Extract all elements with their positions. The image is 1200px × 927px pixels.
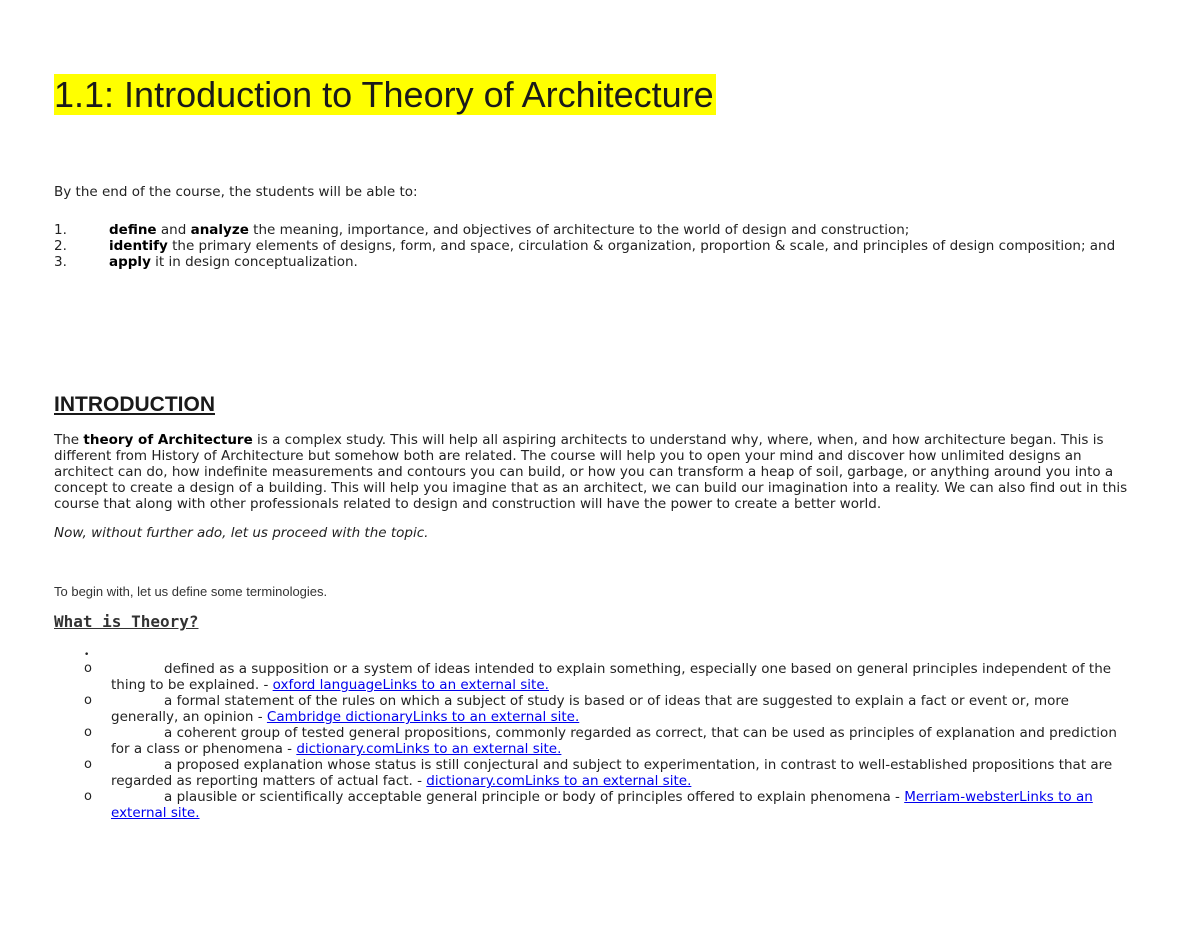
definition-item (84, 693, 1144, 725)
objective-keyword: analyze (190, 222, 249, 238)
definition-item (84, 789, 1144, 821)
definition-text: defined as a supposition or a system of ideas intended to explain something, especially one based on general principles independent of the (164, 661, 1112, 677)
definition-text: thing to be explained. - (111, 677, 273, 693)
circle-bullet-icon: o (84, 661, 92, 676)
circle-bullet-icon: o (84, 789, 92, 804)
definition-text: for a class or phenomena - (111, 741, 297, 757)
dictionary-com-link[interactable]: dictionary.comLinks to an external site. (426, 773, 692, 789)
intro-body: is a complex study. This will help all aspiring architects to understand why, where, when, and how architecture began. This is different from History of Architecture but somehow both are related. The course will help you to open your mind and discover how unlimited designs an architect can do, how indefinite measurements and contours you can build, or how you can transform a heap of soil, garbage, or anything around you into a concept to create a design of a building. This will help you imagine that as an architect, we can build our imagination into a reality. We can also find out in this course that along with other professionals related to design and construction will have the power to create a better world. (54, 432, 1128, 512)
intro-keyword: theory of Architecture (83, 432, 253, 448)
definition-text: a plausible or scientifically acceptable general principle or body of principles offered to explain phenomena - (164, 789, 905, 805)
objective-number: 1. (54, 222, 67, 238)
objective-text: the meaning, importance, and objectives of architecture to the world of design and construction; (248, 222, 910, 238)
introduction-heading: INTRODUCTION (54, 393, 215, 416)
definition-text: a proposed explanation whose status is still conjectural and subject to experimentation, in contrast to well-established propositions that are (164, 757, 1113, 773)
definition-text: a coherent group of tested general propositions, commonly regarded as correct, that can be used as principles of explanation and prediction (164, 725, 1117, 741)
circle-bullet-icon: o (84, 757, 92, 772)
objective-text: the primary elements of designs, form, and space, circulation & organization, proportion & scale, and principles of design composition; and (167, 238, 1116, 254)
circle-bullet-icon: o (84, 693, 92, 708)
proceed-line: Now, without further ado, let us proceed with the topic. (54, 525, 429, 541)
definition-item (84, 661, 1144, 693)
empty-bullet: • (84, 650, 90, 660)
objectives-intro: By the end of the course, the students will be able to: (54, 184, 418, 200)
definition-text: generally, an opinion - (111, 709, 267, 725)
objective-number: 3. (54, 254, 67, 270)
oxford-link[interactable]: oxford languageLinks to an external site. (272, 677, 549, 693)
cambridge-link[interactable]: Cambridge dictionaryLinks to an external site. (266, 709, 580, 725)
merriam-webster-link-continued[interactable]: external site. (111, 805, 200, 821)
theory-heading: What is Theory? (54, 612, 199, 631)
definition-text: a formal statement of the rules on which a subject of study is based or of ideas that are suggested to explain a fact or event or, more (164, 693, 1069, 709)
definition-text: regarded as reporting matters of actual fact. - (111, 773, 427, 789)
objectives-list (54, 222, 1174, 270)
objective-keyword: identify (109, 238, 168, 254)
objective-number: 2. (54, 238, 67, 254)
intro-lead: The (54, 432, 84, 448)
page-title: 1.1: Introduction to Theory of Architecture (54, 74, 714, 115)
objective-keyword: define (109, 222, 157, 238)
objective-text: it in design conceptualization. (150, 254, 358, 270)
objective-connector: and (156, 222, 191, 238)
definition-item (84, 725, 1144, 757)
dictionary-com-link[interactable]: dictionary.comLinks to an external site. (296, 741, 562, 757)
terminology-intro: To begin with, let us define some terminologies. (54, 584, 328, 599)
objective-item (54, 222, 1174, 238)
definition-item (84, 757, 1144, 789)
definitions-list (84, 661, 1144, 821)
objective-item (54, 238, 1174, 254)
objective-item (54, 254, 1174, 270)
objective-keyword: apply (109, 254, 151, 270)
introduction-paragraph (54, 432, 1144, 512)
circle-bullet-icon: o (84, 725, 92, 740)
merriam-webster-link[interactable]: Merriam-websterLinks to an (904, 789, 1093, 805)
